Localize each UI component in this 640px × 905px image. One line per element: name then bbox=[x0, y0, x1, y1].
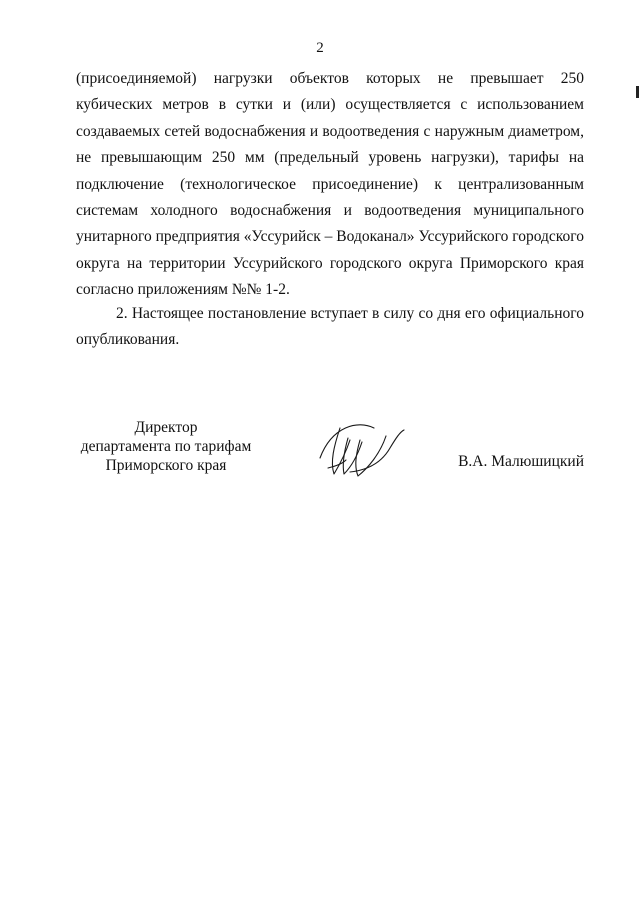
signer-title-line2: департамента по тарифам bbox=[80, 438, 252, 455]
signer-title-line1: Директор bbox=[134, 419, 198, 436]
signer-title-block bbox=[76, 418, 256, 475]
signer-name: В.А. Малюшицкий bbox=[458, 453, 584, 470]
handwritten-signature bbox=[310, 418, 410, 480]
paragraph-2: 2. Настоящее постановление вступает в силу со дня его официального опубликования. bbox=[76, 305, 584, 349]
paragraph-1: (присоединяемой) нагрузки объектов которых не превышает 250 кубических метров в сутки и (или) осуществляется с использованием создаваемых сетей водоснабжения и водоотведения с наружным диаметром, не превышающим 250 мм (предельный уровень нагрузки), тарифы на подключение (технологическое присоединение) к централизованным системам холодного водоснабжения и водоотведения муниципального унитарного предприятия «Уссурийск – Водоканал» Уссурийского городского округа на территории Уссурийского городского округа Приморского края согласно приложениям №№ 1-2. bbox=[76, 70, 584, 299]
page-number: 2 bbox=[316, 40, 324, 56]
signer-title-line3: Приморского края bbox=[105, 457, 227, 474]
scan-edge-mark bbox=[636, 86, 639, 98]
